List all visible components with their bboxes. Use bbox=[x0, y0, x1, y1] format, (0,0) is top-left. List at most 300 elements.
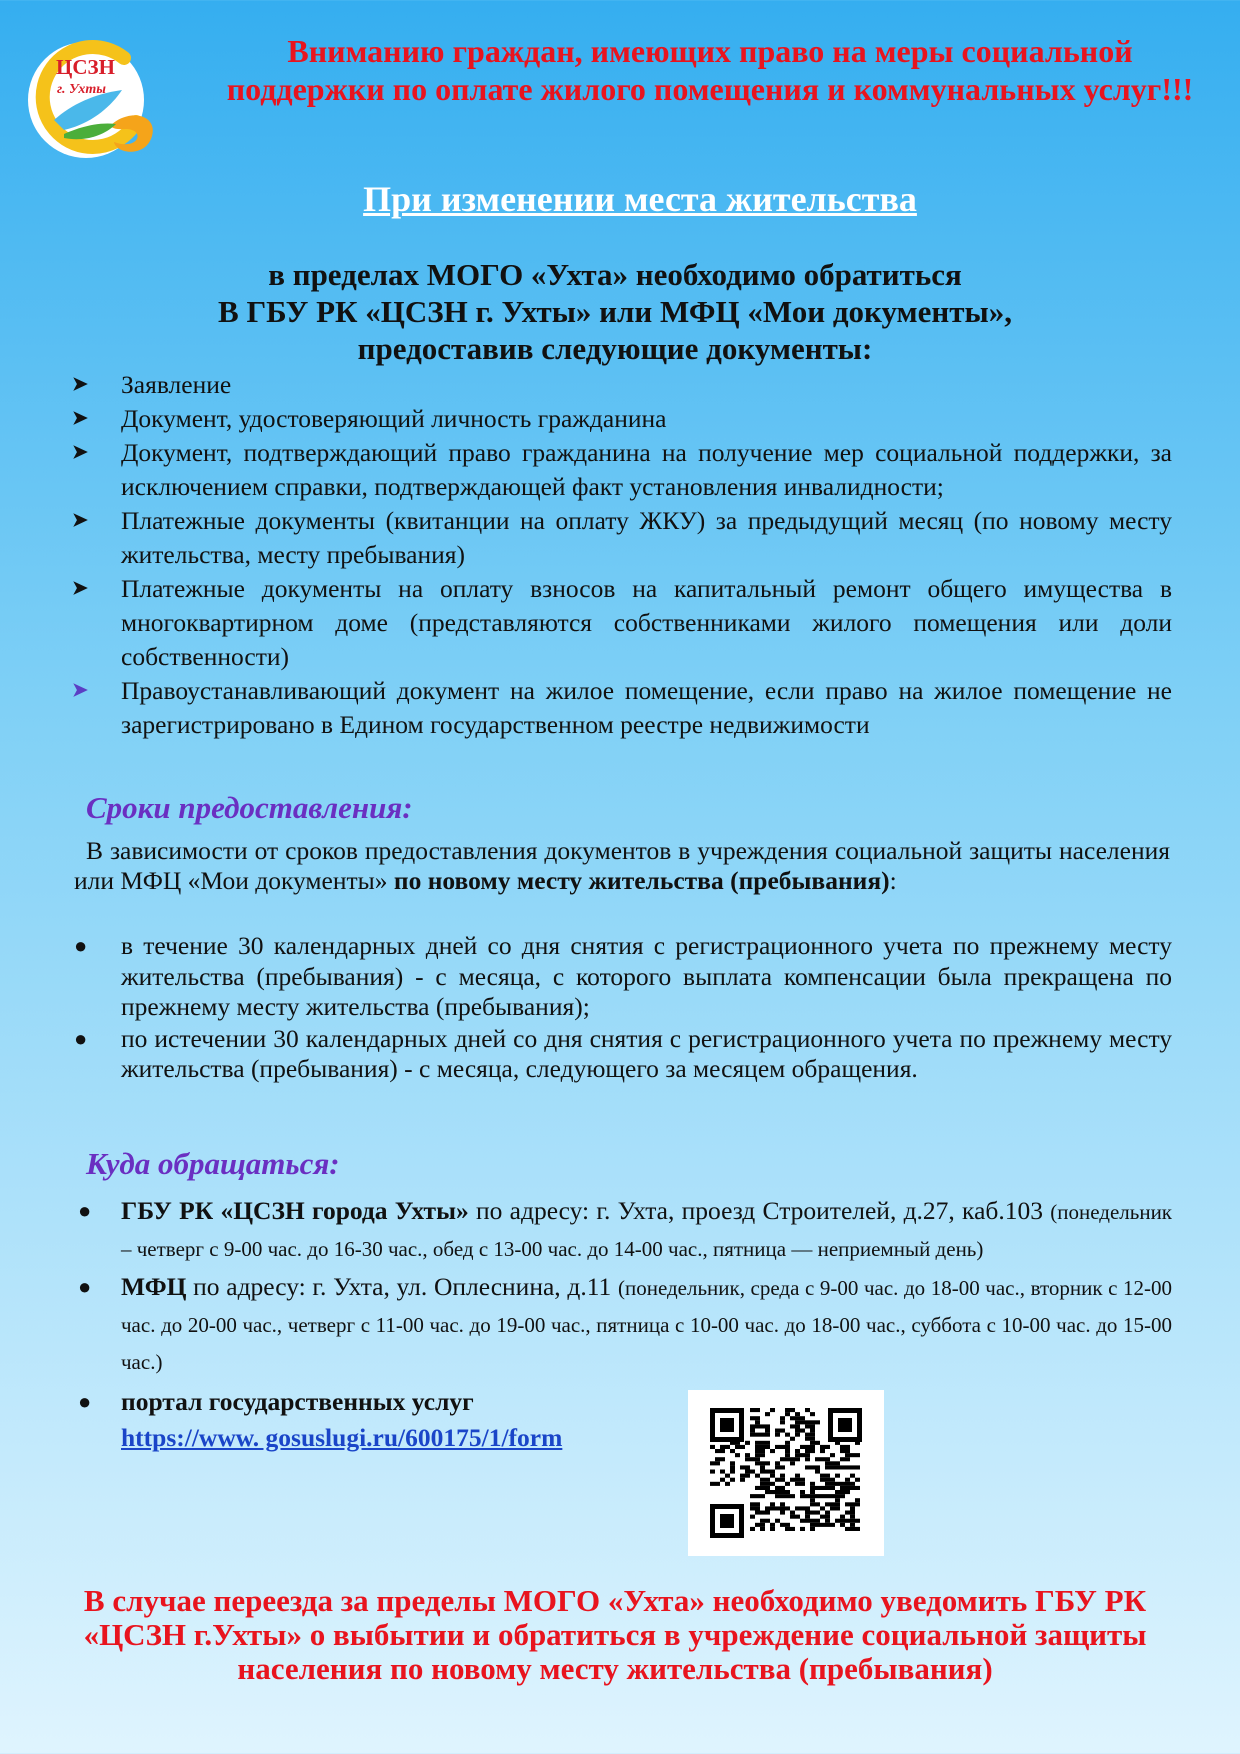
qr-module bbox=[810, 1449, 815, 1453]
qr-module bbox=[835, 1482, 840, 1486]
qr-module bbox=[805, 1445, 810, 1449]
qr-module bbox=[845, 1482, 850, 1486]
qr-module bbox=[775, 1461, 780, 1465]
qr-module bbox=[810, 1412, 815, 1416]
qr-module bbox=[805, 1515, 810, 1519]
qr-module bbox=[810, 1482, 815, 1486]
qr-module bbox=[780, 1429, 785, 1433]
csz-name: ГБУ РК «ЦСЗН города Ухты» bbox=[121, 1196, 469, 1225]
qr-module bbox=[845, 1502, 850, 1506]
qr-module bbox=[820, 1478, 825, 1482]
qr-module bbox=[850, 1511, 855, 1515]
contacts-list bbox=[72, 1193, 1172, 1456]
qr-module bbox=[760, 1445, 765, 1449]
qr-module bbox=[840, 1482, 845, 1486]
qr-module bbox=[785, 1412, 790, 1416]
qr-module bbox=[850, 1474, 855, 1478]
documents-list bbox=[72, 368, 1172, 742]
qr-module bbox=[755, 1523, 760, 1527]
qr-module bbox=[750, 1429, 755, 1433]
qr-module bbox=[850, 1515, 855, 1519]
bullet-icon: ● bbox=[74, 1025, 88, 1051]
qr-module bbox=[820, 1523, 825, 1527]
qr-module bbox=[775, 1486, 780, 1490]
qr-module bbox=[785, 1482, 790, 1486]
qr-module bbox=[805, 1437, 810, 1441]
list-item-text: Платежные документы (квитанции на оплату ЖКУ) за предыдущий месяц (по новому месту жительства, месту пребывания) bbox=[121, 506, 1172, 569]
qr-module bbox=[825, 1494, 830, 1498]
qr-module bbox=[755, 1457, 760, 1461]
bullet-icon: ● bbox=[78, 1198, 92, 1223]
qr-module bbox=[780, 1478, 785, 1482]
qr-module bbox=[765, 1490, 770, 1494]
qr-module bbox=[775, 1478, 780, 1482]
bullet-icon: ● bbox=[74, 933, 88, 958]
qr-module bbox=[820, 1474, 825, 1478]
qr-module bbox=[800, 1494, 805, 1498]
bullet-icon: ● bbox=[78, 1389, 92, 1414]
qr-module bbox=[830, 1486, 835, 1490]
qr-module bbox=[850, 1519, 855, 1523]
qr-module bbox=[765, 1511, 770, 1515]
mfc-name: МФЦ bbox=[121, 1272, 187, 1301]
logo-text-top: ЦСЗН bbox=[56, 55, 115, 79]
qr-module bbox=[750, 1502, 755, 1506]
qr-module bbox=[715, 1457, 720, 1461]
qr-module bbox=[780, 1494, 785, 1498]
arrow-bullet-icon: ➤ bbox=[72, 578, 88, 599]
qr-module bbox=[825, 1502, 830, 1506]
qr-module bbox=[730, 1441, 735, 1445]
qr-module bbox=[760, 1470, 765, 1474]
qr-module bbox=[795, 1482, 800, 1486]
arrow-bullet-icon: ➤ bbox=[72, 442, 88, 463]
qr-module bbox=[790, 1511, 795, 1515]
qr-module bbox=[830, 1453, 835, 1457]
csz-hours: (понедельник – четверг с 9-00 час. до 16-30 час., обед с 13-00 час. до 14-00 час., пятница — неприемный день) bbox=[121, 1200, 1173, 1261]
qr-module bbox=[780, 1502, 785, 1506]
qr-module bbox=[790, 1457, 795, 1461]
list-item bbox=[72, 931, 1172, 1023]
qr-module bbox=[840, 1519, 845, 1523]
qr-module bbox=[765, 1461, 770, 1465]
qr-module bbox=[745, 1457, 750, 1461]
qr-module bbox=[765, 1486, 770, 1490]
qr-module bbox=[755, 1424, 760, 1428]
qr-module bbox=[760, 1523, 765, 1527]
qr-module bbox=[795, 1478, 800, 1482]
qr-module bbox=[785, 1445, 790, 1449]
qr-module bbox=[725, 1445, 730, 1449]
qr-module bbox=[825, 1523, 830, 1527]
qr-module bbox=[795, 1429, 800, 1433]
arrow-bullet-icon: ➤ bbox=[72, 510, 88, 531]
qr-module bbox=[825, 1519, 830, 1523]
qr-module bbox=[780, 1490, 785, 1494]
list-item-text: Правоустанавливающий документ на жилое помещение, если право на жилое помещение не зарегистрировано в Едином государственном реестре недвижимости bbox=[121, 676, 1172, 739]
qr-module bbox=[740, 1445, 745, 1449]
list-item-text: Документ, удостоверяющий личность гражданина bbox=[121, 404, 667, 433]
qr-module bbox=[715, 1461, 720, 1465]
qr-module bbox=[845, 1490, 850, 1494]
qr-module bbox=[840, 1515, 845, 1519]
qr-module bbox=[800, 1416, 805, 1420]
qr-module bbox=[755, 1449, 760, 1453]
qr-module bbox=[755, 1433, 760, 1437]
qr-module bbox=[795, 1457, 800, 1461]
qr-module bbox=[795, 1420, 800, 1424]
qr-module bbox=[780, 1445, 785, 1449]
qr-module bbox=[715, 1449, 720, 1453]
qr-module bbox=[740, 1478, 745, 1482]
qr-module bbox=[765, 1519, 770, 1523]
qr-module bbox=[840, 1445, 845, 1449]
qr-module bbox=[850, 1465, 855, 1469]
qr-module bbox=[760, 1494, 765, 1498]
qr-module bbox=[730, 1465, 735, 1469]
qr-module bbox=[735, 1453, 740, 1457]
qr-module bbox=[720, 1478, 725, 1482]
qr-module bbox=[740, 1465, 745, 1469]
qr-module bbox=[810, 1420, 815, 1424]
qr-module bbox=[835, 1502, 840, 1506]
qr-module bbox=[825, 1474, 830, 1478]
qr-module bbox=[765, 1445, 770, 1449]
qr-module bbox=[760, 1453, 765, 1457]
qr-module bbox=[830, 1523, 835, 1527]
qr-module bbox=[765, 1424, 770, 1428]
qr-module bbox=[830, 1461, 835, 1465]
qr-module bbox=[820, 1486, 825, 1490]
portal-link[interactable]: https://www. gosuslugi.ru/600175/1/form bbox=[121, 1423, 563, 1452]
qr-module bbox=[775, 1445, 780, 1449]
qr-module bbox=[845, 1449, 850, 1453]
qr-code-image bbox=[688, 1390, 884, 1556]
list-item-text: Заявление bbox=[121, 370, 232, 399]
qr-module bbox=[760, 1441, 765, 1445]
footer-notice: В случае переезда за пределы МОГО «Ухта» необходимо уведомить ГБУ РК «ЦСЗН г.Ухты» о выбытии и обратиться в учреждение социальной защиты населения по новому месту жительства (пребывания) bbox=[83, 1583, 1147, 1686]
qr-module bbox=[760, 1424, 765, 1428]
qr-module bbox=[825, 1457, 830, 1461]
qr-module bbox=[750, 1424, 755, 1428]
qr-module bbox=[810, 1502, 815, 1506]
terms-intro-end: : bbox=[889, 866, 897, 895]
qr-module bbox=[805, 1465, 810, 1469]
qr-module bbox=[820, 1457, 825, 1461]
qr-module bbox=[750, 1506, 755, 1510]
qr-module bbox=[720, 1457, 725, 1461]
qr-module bbox=[800, 1420, 805, 1424]
qr-module bbox=[835, 1490, 840, 1494]
qr-module bbox=[825, 1465, 830, 1469]
terms-intro-text: В зависимости от сроков предоставления документов в учреждения социальной защиты населения или МФЦ «Мои документы» bbox=[74, 836, 1170, 895]
qr-module bbox=[835, 1506, 840, 1510]
qr-module bbox=[795, 1474, 800, 1478]
qr-module bbox=[710, 1470, 715, 1474]
qr-module bbox=[760, 1527, 765, 1531]
contacts-heading: Куда обращаться: bbox=[86, 1146, 340, 1181]
qr-module bbox=[775, 1490, 780, 1494]
qr-module bbox=[810, 1445, 815, 1449]
qr-module bbox=[710, 1445, 715, 1449]
qr-module bbox=[770, 1482, 775, 1486]
qr-module bbox=[755, 1453, 760, 1457]
qr-module bbox=[800, 1478, 805, 1482]
qr-module bbox=[785, 1523, 790, 1527]
qr-module bbox=[760, 1461, 765, 1465]
qr-module bbox=[780, 1465, 785, 1469]
qr-module bbox=[750, 1470, 755, 1474]
qr-module bbox=[830, 1482, 835, 1486]
qr-module bbox=[850, 1506, 855, 1510]
qr-module bbox=[795, 1449, 800, 1453]
qr-module bbox=[790, 1515, 795, 1519]
intro-line: в пределах МОГО «Ухта» необходимо обратиться bbox=[268, 257, 962, 292]
qr-module bbox=[810, 1486, 815, 1490]
qr-module bbox=[790, 1478, 795, 1482]
qr-module bbox=[850, 1502, 855, 1506]
qr-module bbox=[840, 1490, 845, 1494]
terms-heading: Сроки предоставления: bbox=[86, 790, 413, 825]
qr-module bbox=[745, 1465, 750, 1469]
qr-module bbox=[745, 1453, 750, 1457]
qr-module bbox=[830, 1494, 835, 1498]
qr-module bbox=[770, 1506, 775, 1510]
qr-module bbox=[755, 1420, 760, 1424]
qr-module bbox=[795, 1515, 800, 1519]
qr-module bbox=[850, 1453, 855, 1457]
qr-module bbox=[735, 1441, 740, 1445]
qr-module bbox=[850, 1486, 855, 1490]
arrow-bullet-icon: ➤ bbox=[72, 408, 88, 429]
qr-module bbox=[855, 1519, 860, 1523]
list-item-text: в течение 30 календарных дней со дня снятия с регистрационного учета по прежнему месту жительства (пребывания) - с месяца, с которого выплата компенсации была прекращена по прежнему месту жительства (пребывания); bbox=[121, 931, 1172, 1021]
qr-module bbox=[810, 1465, 815, 1469]
qr-module bbox=[805, 1424, 810, 1428]
qr-module bbox=[775, 1506, 780, 1510]
qr-module bbox=[795, 1506, 800, 1510]
qr-module bbox=[775, 1433, 780, 1437]
qr-module bbox=[780, 1506, 785, 1510]
qr-module bbox=[785, 1453, 790, 1457]
terms-intro-bold: по новому месту жительства (пребывания) bbox=[393, 866, 890, 895]
logo-text-bottom: г. Ухты bbox=[57, 82, 107, 97]
qr-module bbox=[815, 1523, 820, 1527]
qr-module bbox=[835, 1519, 840, 1523]
qr-module bbox=[805, 1453, 810, 1457]
qr-module bbox=[750, 1433, 755, 1437]
qr-module bbox=[800, 1490, 805, 1494]
qr-module bbox=[765, 1470, 770, 1474]
qr-module bbox=[845, 1486, 850, 1490]
arrow-bullet-icon: ➤ bbox=[72, 374, 88, 395]
qr-module bbox=[770, 1502, 775, 1506]
qr-module bbox=[810, 1519, 815, 1523]
intro-block bbox=[40, 256, 1190, 367]
qr-module bbox=[845, 1457, 850, 1461]
qr-module bbox=[755, 1506, 760, 1510]
list-item bbox=[72, 504, 1172, 572]
qr-module bbox=[805, 1433, 810, 1437]
qr-module bbox=[845, 1478, 850, 1482]
qr-module bbox=[775, 1519, 780, 1523]
list-item bbox=[72, 436, 1172, 504]
mfc-hours: (понедельник, среда с 9-00 час. до 18-00 час., вторник с 12-00 час. до 20-00 час., четверг с 11-00 час. до 19-00 час., пятница с 10-00 час. до 18-00 час., суббота с 10-00 час. до 15-00 час.) bbox=[121, 1276, 1172, 1374]
qr-module bbox=[835, 1494, 840, 1498]
qr-module bbox=[780, 1474, 785, 1478]
qr-module bbox=[850, 1482, 855, 1486]
intro-line: предоставив следующие документы: bbox=[357, 331, 873, 366]
qr-module bbox=[815, 1511, 820, 1515]
qr-module bbox=[720, 1445, 725, 1449]
qr-module bbox=[725, 1482, 730, 1486]
qr-module bbox=[745, 1441, 750, 1445]
mfc-address: по адресу: г. Ухта, ул. Оплеснина, д.11 bbox=[186, 1272, 618, 1301]
qr-module bbox=[750, 1494, 755, 1498]
qr-module bbox=[755, 1445, 760, 1449]
qr-module bbox=[825, 1486, 830, 1490]
qr-module bbox=[855, 1498, 860, 1502]
qr-module bbox=[760, 1519, 765, 1523]
qr-module bbox=[780, 1416, 785, 1420]
qr-module bbox=[845, 1527, 850, 1531]
qr-module bbox=[760, 1433, 765, 1437]
qr-module bbox=[810, 1498, 815, 1502]
qr-module bbox=[830, 1502, 835, 1506]
list-item-text: по истечении 30 календарных дней со дня снятия с регистрационного учета по прежнему месту жительства (пребывания) - с месяца, следующего за месяцем обращения. bbox=[121, 1023, 1172, 1083]
qr-module bbox=[815, 1502, 820, 1506]
qr-module bbox=[755, 1511, 760, 1515]
qr-module bbox=[840, 1486, 845, 1490]
qr-module bbox=[805, 1408, 810, 1412]
qr-module bbox=[790, 1408, 795, 1412]
list-item bbox=[72, 1269, 1172, 1380]
qr-module bbox=[845, 1519, 850, 1523]
qr-module bbox=[760, 1478, 765, 1482]
qr-module bbox=[790, 1424, 795, 1428]
qr-module bbox=[815, 1457, 820, 1461]
qr-module bbox=[810, 1429, 815, 1433]
qr-module bbox=[720, 1470, 725, 1474]
qr-module bbox=[770, 1527, 775, 1531]
qr-module bbox=[800, 1506, 805, 1510]
qr-module bbox=[800, 1482, 805, 1486]
qr-module bbox=[790, 1494, 795, 1498]
qr-module bbox=[755, 1494, 760, 1498]
qr-module bbox=[765, 1482, 770, 1486]
qr-module bbox=[830, 1478, 835, 1482]
list-item-text: Платежные документы на оплату взносов на капитальный ремонт общего имущества в многоквартирном доме (представляются собственниками жилого помещения или доли собственности) bbox=[121, 574, 1172, 671]
intro-line: В ГБУ РК «ЦСЗН г. Ухты» или МФЦ «Мои документы», bbox=[218, 294, 1012, 329]
qr-module bbox=[775, 1429, 780, 1433]
qr-module bbox=[760, 1482, 765, 1486]
qr-module bbox=[820, 1515, 825, 1519]
qr-module bbox=[845, 1453, 850, 1457]
qr-module bbox=[785, 1494, 790, 1498]
qr-module bbox=[800, 1519, 805, 1523]
qr-module bbox=[805, 1494, 810, 1498]
qr-module bbox=[815, 1465, 820, 1469]
qr-module bbox=[755, 1416, 760, 1420]
qr-module bbox=[785, 1527, 790, 1531]
qr-module bbox=[765, 1441, 770, 1445]
list-item bbox=[72, 1024, 1172, 1085]
qr-module bbox=[810, 1527, 815, 1531]
qr-module bbox=[785, 1433, 790, 1437]
qr-module bbox=[805, 1511, 810, 1515]
qr-module bbox=[800, 1453, 805, 1457]
qr-module bbox=[815, 1470, 820, 1474]
qr-module bbox=[765, 1412, 770, 1416]
qr-module bbox=[800, 1445, 805, 1449]
qr-module bbox=[765, 1478, 770, 1482]
qr-module bbox=[830, 1506, 835, 1510]
qr-module bbox=[795, 1424, 800, 1428]
qr-module bbox=[845, 1465, 850, 1469]
organization-logo bbox=[24, 34, 174, 164]
qr-module bbox=[845, 1445, 850, 1449]
qr-module bbox=[730, 1449, 735, 1453]
qr-module bbox=[785, 1408, 790, 1412]
qr-module bbox=[840, 1465, 845, 1469]
qr-module bbox=[785, 1490, 790, 1494]
qr-module bbox=[845, 1511, 850, 1515]
qr-module bbox=[815, 1519, 820, 1523]
qr-module bbox=[830, 1465, 835, 1469]
qr-module bbox=[825, 1478, 830, 1482]
qr-module bbox=[720, 1449, 725, 1453]
qr-module bbox=[810, 1490, 815, 1494]
qr-module bbox=[760, 1511, 765, 1515]
qr-module bbox=[780, 1457, 785, 1461]
qr-module bbox=[770, 1449, 775, 1453]
qr-module bbox=[855, 1478, 860, 1482]
qr-module bbox=[810, 1523, 815, 1527]
qr-module bbox=[840, 1494, 845, 1498]
qr-module bbox=[790, 1437, 795, 1441]
qr-module bbox=[820, 1449, 825, 1453]
qr-module bbox=[750, 1457, 755, 1461]
qr-module bbox=[810, 1433, 815, 1437]
qr-module bbox=[835, 1461, 840, 1465]
list-item bbox=[72, 1384, 1172, 1456]
qr-module bbox=[835, 1441, 840, 1445]
list-item bbox=[72, 572, 1172, 674]
qr-module bbox=[825, 1515, 830, 1519]
qr-module bbox=[760, 1486, 765, 1490]
qr-module bbox=[850, 1523, 855, 1527]
qr-module bbox=[835, 1465, 840, 1469]
qr-module bbox=[855, 1453, 860, 1457]
qr-module bbox=[780, 1523, 785, 1527]
qr-module bbox=[745, 1470, 750, 1474]
qr-module bbox=[855, 1465, 860, 1469]
qr-module bbox=[755, 1408, 760, 1412]
qr-module bbox=[755, 1486, 760, 1490]
qr-module bbox=[805, 1519, 810, 1523]
qr-module bbox=[815, 1486, 820, 1490]
portal-label: портал государственных услуг bbox=[121, 1387, 474, 1416]
qr-module bbox=[795, 1453, 800, 1457]
qr-module bbox=[820, 1494, 825, 1498]
qr-module bbox=[810, 1437, 815, 1441]
qr-module bbox=[755, 1441, 760, 1445]
qr-module bbox=[825, 1461, 830, 1465]
qr-module bbox=[795, 1416, 800, 1420]
list-item-text: Документ, подтверждающий право гражданина на получение мер социальной поддержки, за исключением справки, подтверждающей факт установления инвалидности; bbox=[121, 438, 1172, 501]
qr-module bbox=[785, 1457, 790, 1461]
qr-module bbox=[750, 1515, 755, 1519]
